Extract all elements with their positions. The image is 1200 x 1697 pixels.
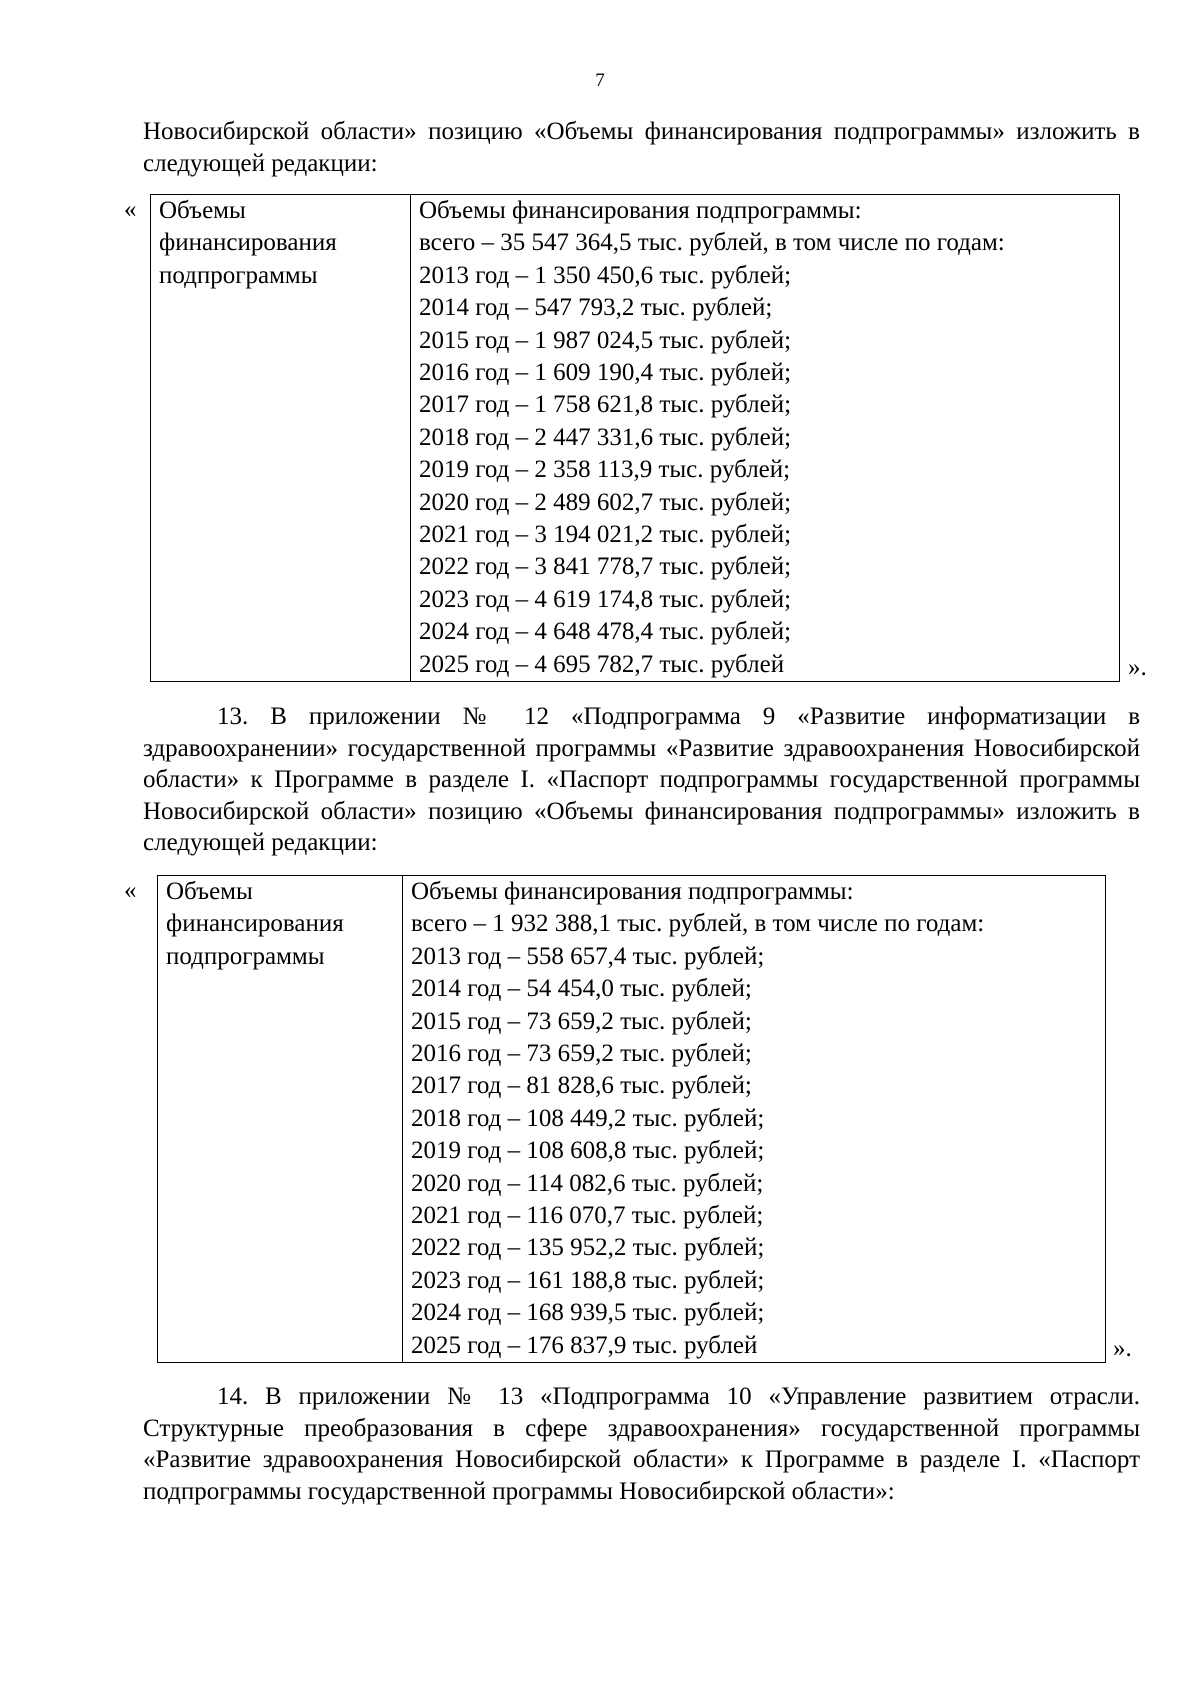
table2-value-line: 2016 год – 73 659,2 тыс. рублей; (411, 1040, 752, 1068)
table1-label-line: подпрограммы (159, 261, 318, 289)
table2-value-line: 2025 год – 176 837,9 тыс. рублей (411, 1331, 758, 1359)
table1-value-line: 2019 год – 2 358 113,9 тыс. рублей; (419, 456, 791, 484)
table2-funding-passport (157, 875, 1106, 1363)
table1-label-cell (151, 195, 411, 682)
table2-label-cell (158, 876, 403, 1363)
table2-row (158, 876, 1106, 1363)
table2-value-line: 2023 год – 161 188,8 тыс. рублей; (411, 1266, 765, 1294)
table2-value-cell (403, 876, 1106, 1363)
table2-value-line: 2017 год – 81 828,6 тыс. рублей; (411, 1072, 752, 1100)
table2-value-line: Объемы финансирования подпрограммы: (411, 878, 854, 905)
table2-label-line: финансирования (166, 910, 344, 938)
table2-value-line: всего – 1 932 388,1 тыс. рублей, в том числе по годам: (411, 910, 985, 938)
table2-value-line: 2021 год – 116 070,7 тыс. рублей; (411, 1202, 764, 1230)
table1-value-line: 2016 год – 1 609 190,4 тыс. рублей; (419, 359, 792, 387)
paragraph-14: 14. В приложении № 13 «Подпрограмма 10 «Управление развитием отрасли. Структурные преобразования в сфере здравоохранения» государственной программы «Развитие здравоохранения Новосибирской области» к Программе в разделе I. «Паспорт подпрограммы государственной программы Новосибирской области»: (143, 1383, 1140, 1505)
table2-value-line: 2015 год – 73 659,2 тыс. рублей; (411, 1007, 752, 1035)
table1-value-line: 2015 год – 1 987 024,5 тыс. рублей; (419, 326, 792, 354)
table1-value-line: 2020 год – 2 489 602,7 тыс. рублей; (419, 488, 792, 516)
table1-value-line: всего – 35 547 364,5 тыс. рублей, в том числе по годам: (419, 229, 1005, 257)
table1-quote-open: « (124, 196, 137, 223)
table1-value-line: 2017 год – 1 758 621,8 тыс. рублей; (419, 391, 792, 419)
table1-label-line: Объемы (159, 197, 246, 224)
table2-value-line: 2018 год – 108 449,2 тыс. рублей; (411, 1104, 765, 1132)
table1-label-line: финансирования (159, 229, 337, 257)
table1-row (151, 195, 1120, 682)
page-number: 7 (595, 70, 605, 91)
table1-value-line: 2022 год – 3 841 778,7 тыс. рублей; (419, 553, 792, 581)
table2-value-line: 2020 год – 114 082,6 тыс. рублей; (411, 1169, 764, 1197)
table1-value-cell (411, 195, 1120, 682)
table2-quote-open: « (124, 877, 137, 904)
table2-label-line: Объемы (166, 878, 253, 905)
table1-value-line: Объемы финансирования подпрограммы: (419, 197, 862, 224)
table1-value-line: 2018 год – 2 447 331,6 тыс. рублей; (419, 423, 792, 451)
table2-label-line: подпрограммы (166, 942, 325, 970)
table2-value-line: 2013 год – 558 657,4 тыс. рублей; (411, 942, 765, 970)
table2-quote-close: ». (1113, 1335, 1132, 1362)
table2-value-line: 2014 год – 54 454,0 тыс. рублей; (411, 975, 752, 1003)
table1-value-line: 2013 год – 1 350 450,6 тыс. рублей; (419, 261, 792, 289)
table2-value-line: 2022 год – 135 952,2 тыс. рублей; (411, 1234, 765, 1262)
table1-quote-close: ». (1128, 654, 1147, 681)
intro-paragraph: Новосибирской области» позицию «Объемы финансирования подпрограммы» изложить в следующей редакции: (143, 118, 1140, 177)
table2-value-line: 2024 год – 168 939,5 тыс. рублей; (411, 1299, 765, 1327)
paragraph-13: 13. В приложении № 12 «Подпрограмма 9 «Развитие информатизации в здравоохранении» государственной программы «Развитие здравоохранения Новосибирской области» к Программе в разделе I. «Паспорт подпрограммы государственной программы Новосибирской области» позицию «Объемы финансирования подпрограммы» изложить в следующей редакции: (143, 703, 1141, 856)
table1-value-line: 2025 год – 4 695 782,7 тыс. рублей (419, 650, 785, 678)
table1-value-line: 2023 год – 4 619 174,8 тыс. рублей; (419, 585, 792, 613)
table1-value-line: 2014 год – 547 793,2 тыс. рублей; (419, 294, 773, 322)
table2-value-line: 2019 год – 108 608,8 тыс. рублей; (411, 1137, 765, 1165)
table1-value-line: 2021 год – 3 194 021,2 тыс. рублей; (419, 521, 792, 549)
table1-funding-passport (150, 194, 1120, 682)
table1-value-line: 2024 год – 4 648 478,4 тыс. рублей; (419, 618, 792, 646)
